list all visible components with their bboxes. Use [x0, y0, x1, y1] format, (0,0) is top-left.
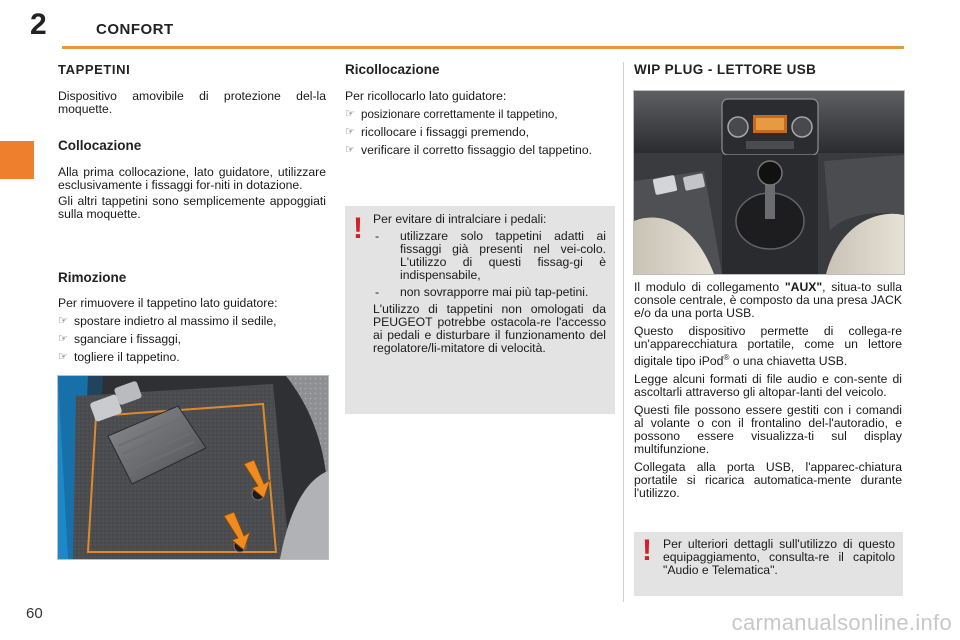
- wip-plug-text: [634, 281, 902, 500]
- warning-content: [373, 213, 606, 355]
- paragraph: Il modulo di collegamento "AUX", situa-to sulla console centrale, è composto da una presa JACK e/o da una porta USB.: [634, 280, 902, 320]
- warning-icon: !: [642, 534, 652, 567]
- watermark: carmanualsonline.info: [731, 610, 952, 635]
- console-illustration: [634, 91, 904, 274]
- dash-list: [373, 230, 606, 299]
- paragraph: Legge alcuni formati di file audio e con-sente di ascoltarli attraverso gli altopar-lanti del veicolo.: [634, 372, 902, 400]
- note-text: Per ulteriori dettagli sull'utilizzo di questo equipaggiamento, consulta-re il capitolo "Audio e Telematica".: [663, 537, 895, 577]
- paragraph: Gli altri tappetini sono semplicemente appoggiati sulla moquette.: [58, 194, 326, 221]
- paragraph: Questi file possono essere gestiti con i comandi al volante o con il frontalino del-l'autoradio, e possono essere visualizza-ti sul display multifunzione.: [634, 403, 902, 457]
- pointing-hand-icon: ☞: [58, 333, 68, 345]
- note-box: [634, 532, 903, 596]
- paragraph: Per rimuovere il tappetino lato guidatore:: [58, 296, 278, 310]
- floor-mat-photo: [57, 375, 329, 560]
- chapter-side-tab: [0, 141, 34, 179]
- list-item: ☞ spostare indietro al massimo il sedile,: [58, 314, 277, 328]
- bullet-list: [345, 108, 615, 157]
- list-item: ☞ togliere il tappetino.: [58, 350, 180, 364]
- chapter-title: CONFORT: [96, 21, 174, 38]
- section-title: WIP PLUG - LETTORE USB: [634, 62, 817, 77]
- pointing-hand-icon: ☞: [345, 108, 355, 120]
- paragraph: Alla prima collocazione, lato guidatore, utilizzare esclusivamente i fissaggi for-niti in dotazione.: [58, 165, 326, 192]
- paragraph: Per ricollocarlo lato guidatore:: [345, 89, 507, 103]
- column-divider: [623, 62, 624, 602]
- section-collocazione: [58, 138, 326, 221]
- list-item: ☞ sganciare i fissaggi,: [58, 332, 182, 346]
- subsection-heading: Collocazione: [58, 138, 142, 153]
- page-number: 60: [26, 605, 43, 622]
- paragraph: Collegata alla porta USB, l'apparec-chiatura portatile si ricarica automatica-mente durante l'utilizzo.: [634, 460, 902, 501]
- section-rimozione: [58, 270, 326, 369]
- list-item: - utilizzare solo tappetini adatti ai fissaggi già presenti nel vei-colo. L'utilizzo di questi fissag-gi è indispensabile,: [375, 229, 606, 282]
- intro-text: Dispositivo amovibile di protezione del-la moquette.: [58, 89, 326, 116]
- floor-mat-illustration: [58, 376, 328, 559]
- list-item: ☞ posizionare correttamente il tappetino,: [345, 108, 558, 121]
- pointing-hand-icon: ☞: [345, 144, 355, 156]
- section-title: TAPPETINI: [58, 62, 131, 77]
- subsection-heading: Rimozione: [58, 270, 127, 285]
- console-photo: [633, 90, 905, 275]
- section-ricollocazione: [345, 62, 615, 162]
- section-wip-plug: [634, 62, 902, 77]
- subsection-heading: Ricollocazione: [345, 62, 440, 77]
- paragraph: Questo dispositivo permette di collega-re un'apparecchiatura portatile, come un lettore digitale tipo iPod® o una chiavetta USB.: [634, 324, 902, 369]
- warning-outro: L'utilizzo di tappetini non omologati da PEUGEOT potrebbe ostacola-re l'accesso ai pedali e disturbare il funzionamento del regolatore/li-mitatore di velocità.: [373, 302, 606, 355]
- bullet-list: [58, 315, 326, 364]
- pointing-hand-icon: ☞: [58, 315, 68, 327]
- warning-intro: Per evitare di intralciare i pedali:: [373, 212, 547, 226]
- warning-box: [345, 206, 615, 414]
- warning-icon: !: [353, 212, 363, 245]
- pointing-hand-icon: ☞: [345, 126, 355, 138]
- list-item: ☞ ricollocare i fissaggi premendo,: [345, 125, 529, 139]
- list-item: ☞ verificare il corretto fissaggio del tappetino.: [345, 143, 593, 157]
- section-tappetini: [58, 62, 326, 116]
- chapter-number: 2: [30, 8, 47, 41]
- pointing-hand-icon: ☞: [58, 351, 68, 363]
- header-rule: [62, 46, 904, 49]
- list-item: - non sovrapporre mai più tap-petini.: [375, 285, 589, 299]
